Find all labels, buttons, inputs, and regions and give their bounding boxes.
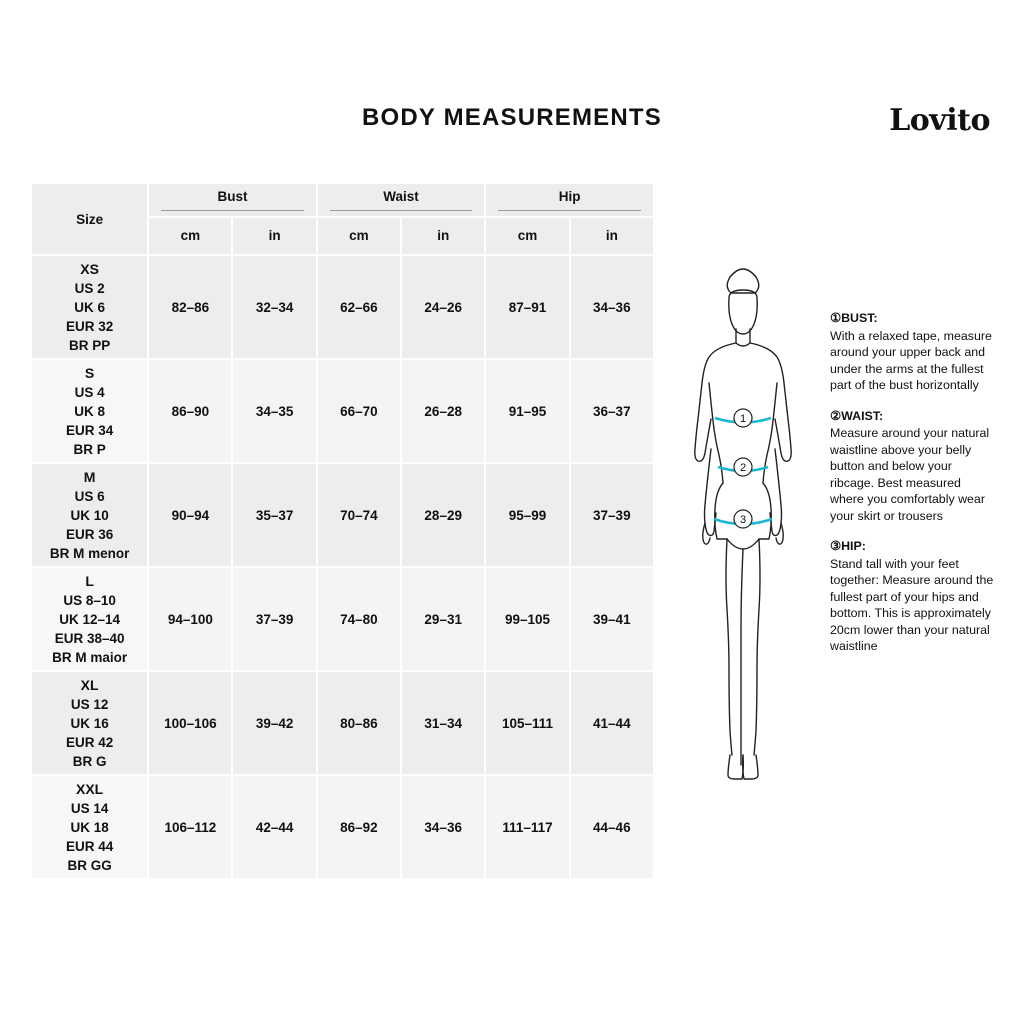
- cell-hip-cm: 111–117: [486, 776, 568, 878]
- cell-bust-in: 37–39: [233, 568, 315, 670]
- size-label: UK 16: [70, 715, 109, 731]
- marker-3-label: 3: [739, 514, 747, 526]
- cell-hip-cm: 91–95: [486, 360, 568, 462]
- cell-bust-cm: 100–106: [149, 672, 231, 774]
- row-size-labels: [32, 464, 147, 566]
- size-label: BR G: [72, 753, 107, 769]
- note-bust-body: With a relaxed tape, measure around your upper back and under the arms at the fullest part of the bust horizontally: [830, 328, 992, 392]
- size-label: BR PP: [68, 337, 111, 353]
- size-label: XXL: [75, 780, 104, 797]
- table-row: [32, 776, 653, 878]
- page-title: BODY MEASUREMENTS: [362, 104, 662, 131]
- header-unit-bust-in: in: [233, 218, 315, 254]
- cell-bust-cm: 94–100: [149, 568, 231, 670]
- table-row: [32, 256, 653, 358]
- row-size-labels: [32, 568, 147, 670]
- size-label: UK 10: [70, 507, 109, 523]
- size-chart-table: [30, 182, 655, 880]
- note-bust: [830, 310, 998, 394]
- cell-bust-cm: 106–112: [149, 776, 231, 878]
- cell-bust-cm: 90–94: [149, 464, 231, 566]
- size-label: UK 6: [74, 299, 105, 315]
- cell-hip-cm: 99–105: [486, 568, 568, 670]
- cell-waist-cm: 62–66: [318, 256, 400, 358]
- cell-hip-in: 44–46: [571, 776, 653, 878]
- cell-waist-in: 26–28: [402, 360, 484, 462]
- table-row: [32, 360, 653, 462]
- size-label: UK 12–14: [59, 611, 120, 627]
- header-group-bust: [149, 184, 316, 216]
- size-label: BR M maior: [52, 649, 128, 665]
- body-figure-illustration: [668, 255, 818, 830]
- cell-bust-cm: 82–86: [149, 256, 231, 358]
- size-label: EUR 36: [65, 526, 114, 542]
- size-label: EUR 38–40: [54, 630, 125, 646]
- size-label: S: [84, 364, 95, 381]
- cell-waist-cm: 86–92: [318, 776, 400, 878]
- cell-waist-cm: 70–74: [318, 464, 400, 566]
- row-size-labels: [32, 776, 147, 878]
- header-unit-hip-cm: cm: [486, 218, 568, 254]
- cell-waist-in: 24–26: [402, 256, 484, 358]
- table-row: [32, 568, 653, 670]
- header-group-waist: [318, 184, 485, 216]
- header-group-hip-label: Hip: [498, 189, 641, 211]
- note-waist-title: ②WAIST:: [830, 408, 884, 423]
- note-waist-body: Measure around your natural waistline above your belly button and below your ribcage. Best measured where you comfortably wear your skirt or trousers: [830, 426, 990, 523]
- note-hip: [830, 538, 998, 655]
- cell-waist-in: 34–36: [402, 776, 484, 878]
- size-label: EUR 34: [65, 422, 114, 438]
- table-row: [32, 672, 653, 774]
- cell-waist-in: 28–29: [402, 464, 484, 566]
- cell-waist-cm: 74–80: [318, 568, 400, 670]
- row-size-labels: [32, 256, 147, 358]
- cell-hip-cm: 87–91: [486, 256, 568, 358]
- cell-hip-cm: 95–99: [486, 464, 568, 566]
- size-label: US 12: [70, 696, 109, 712]
- cell-waist-cm: 80–86: [318, 672, 400, 774]
- size-label: UK 8: [74, 403, 105, 419]
- header-unit-waist-in: in: [402, 218, 484, 254]
- cell-hip-in: 36–37: [571, 360, 653, 462]
- marker-1-label: 1: [739, 413, 747, 425]
- size-label: M: [83, 468, 96, 485]
- size-label: BR GG: [67, 857, 112, 873]
- size-label: XS: [80, 260, 99, 277]
- cell-hip-in: 37–39: [571, 464, 653, 566]
- cell-bust-in: 34–35: [233, 360, 315, 462]
- size-label: US 14: [70, 800, 109, 816]
- cell-waist-in: 29–31: [402, 568, 484, 670]
- measurement-instructions: [830, 310, 998, 669]
- header-unit-hip-in: in: [571, 218, 653, 254]
- size-label: XL: [80, 676, 99, 693]
- size-label: US 2: [74, 280, 105, 296]
- note-hip-body: Stand tall with your feet together: Measure around the fullest part of your hips and bottom. This is approximately 20cm lower than your natural waistline: [830, 556, 994, 653]
- size-label: EUR 32: [65, 318, 114, 334]
- size-label: US 8–10: [63, 592, 116, 608]
- cell-hip-cm: 105–111: [486, 672, 568, 774]
- note-waist: [830, 408, 998, 525]
- size-label: US 4: [74, 384, 105, 400]
- size-label: BR M menor: [49, 545, 130, 561]
- header-group-waist-label: Waist: [330, 189, 473, 211]
- cell-bust-in: 35–37: [233, 464, 315, 566]
- header-unit-bust-cm: cm: [149, 218, 231, 254]
- header-group-hip: [486, 184, 653, 216]
- size-label: BR P: [73, 441, 106, 457]
- cell-bust-in: 39–42: [233, 672, 315, 774]
- table-row: [32, 464, 653, 566]
- cell-hip-in: 39–41: [571, 568, 653, 670]
- header-unit-waist-cm: cm: [318, 218, 400, 254]
- note-hip-title: ③HIP:: [830, 539, 866, 553]
- cell-hip-in: 34–36: [571, 256, 653, 358]
- size-label: L: [85, 572, 94, 589]
- brand-logo: Lovito: [889, 103, 990, 138]
- row-size-labels: [32, 360, 147, 462]
- cell-bust-cm: 86–90: [149, 360, 231, 462]
- cell-bust-in: 42–44: [233, 776, 315, 878]
- note-bust-title: ①BUST:: [830, 311, 878, 325]
- size-label: EUR 42: [65, 734, 114, 750]
- marker-2-label: 2: [739, 462, 747, 474]
- cell-waist-in: 31–34: [402, 672, 484, 774]
- cell-hip-in: 41–44: [571, 672, 653, 774]
- row-size-labels: [32, 672, 147, 774]
- cell-waist-cm: 66–70: [318, 360, 400, 462]
- cell-bust-in: 32–34: [233, 256, 315, 358]
- size-label: EUR 44: [65, 838, 114, 854]
- size-label: US 6: [74, 488, 105, 504]
- header-size: Size: [32, 184, 147, 254]
- size-label: UK 18: [70, 819, 109, 835]
- header-group-bust-label: Bust: [161, 189, 304, 211]
